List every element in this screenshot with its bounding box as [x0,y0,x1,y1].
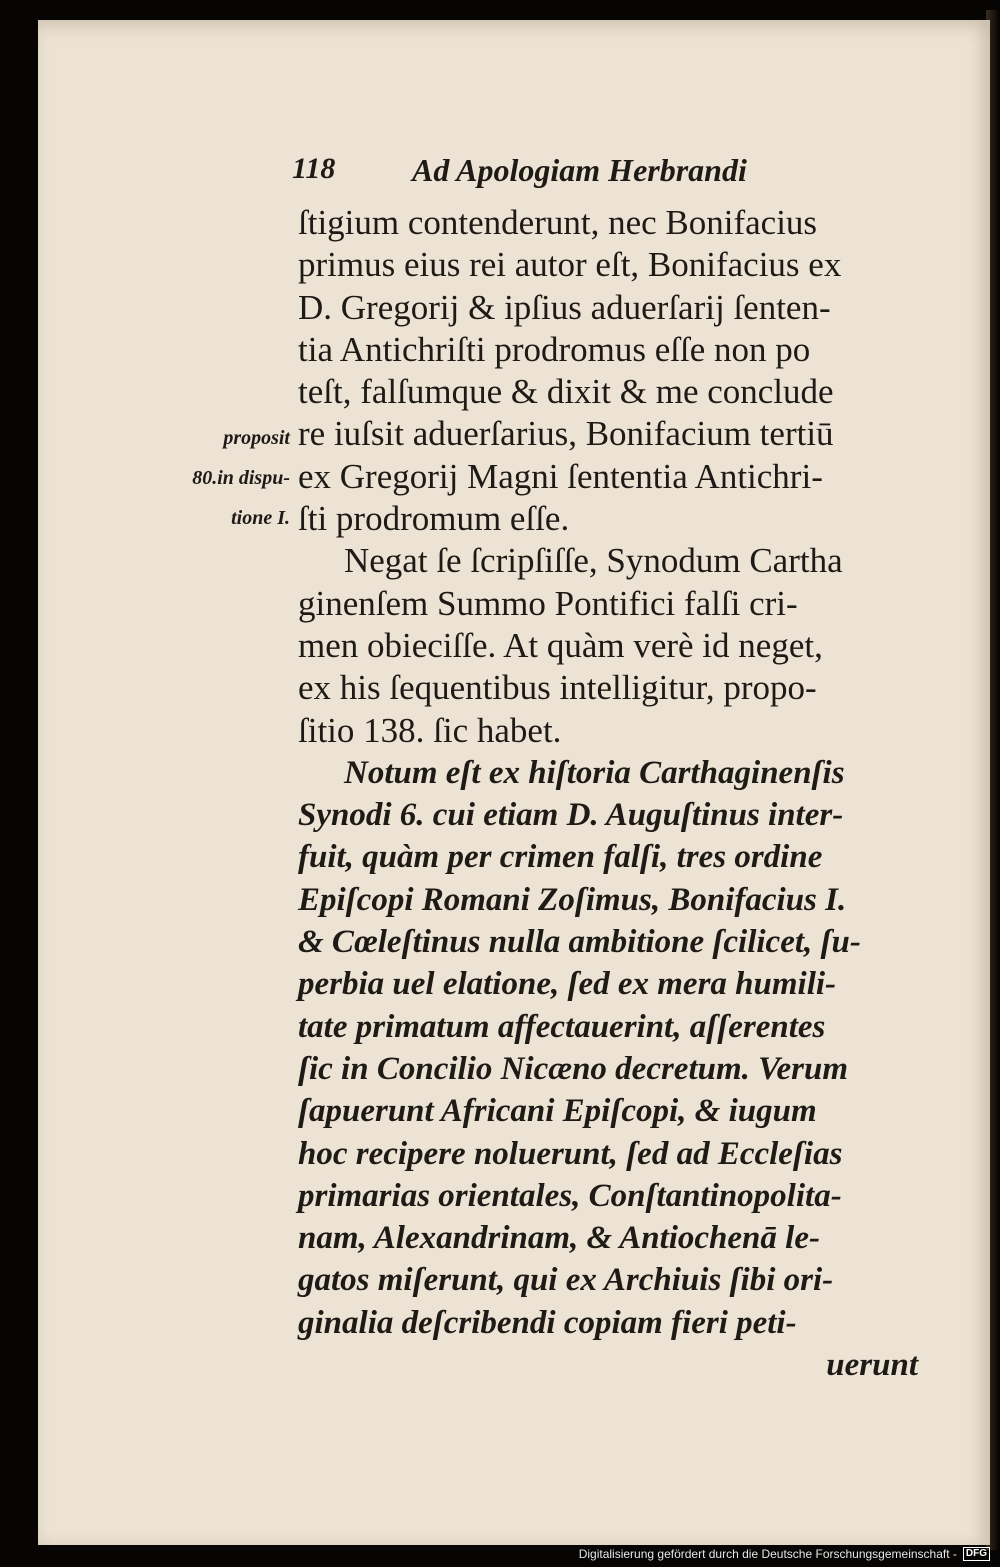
text-line: ex his ſequentibus intelligitur, propo- [298,668,817,708]
text-line: men obieciſſe. At quàm verè id neget, [298,625,823,665]
text-line: ſti prodromum eſſe. [298,499,570,539]
text-line: ſitio 138. ſic habet. [298,710,562,750]
marginal-note [140,418,290,538]
text-line: Synodi 6. cui etiam D. Auguſtinus inter- [298,797,844,834]
text-line: Epiſcopi Romani Zoſimus, Bonifacius I. [298,881,847,918]
catchword: uerunt [826,1347,918,1384]
text-line: nam, Alexandrinam, & Antiochenā le- [298,1220,820,1257]
running-title: Ad Apologiam Herbrandi [412,152,747,188]
text-line: primus eius rei autor eſt, Bonifacius ex [298,245,842,285]
text-line: fuit, quàm per crimen falſi, tres ordine [298,839,823,876]
digitization-credit [579,1545,990,1563]
text-line: Notum eſt ex hiſtoria Carthaginenſis [344,754,845,791]
text-line: ginalia deſcribendi copiam fieri peti- [298,1304,797,1341]
text-line: D. Gregorij & ipſius aduerſarij ſenten- [298,287,831,327]
text-line: teſt, falſumque & dixit & me conclude [298,372,834,412]
marginal-note-line: 80.in dispu- [192,467,290,489]
text-line: ginenſem Summo Pontifici falſi cri- [298,583,798,623]
text-line: primarias orientales, Conſtantinopolita- [298,1177,842,1214]
text-line: hoc recipere noluerunt, ſed ad Eccleſias [298,1135,843,1172]
text-line: ſic in Concilio Nicæno decretum. Verum [298,1050,849,1087]
text-line: ſapuerunt Africani Epiſcopi, & iugum [298,1093,817,1130]
text-line: Negat ſe ſcripſiſſe, Synodum Cartha [344,541,843,581]
text-line: tate primatum affectauerint, aſſerentes [298,1008,826,1045]
running-head [292,152,852,196]
text-line: re iuſsit aduerſarius, Bonifacium tertiū [298,414,834,454]
page-number: 118 [292,152,336,185]
text-line: tia Antichriſti prodromus eſſe non po [298,329,811,369]
text-line: & Cœleſtinus nulla ambitione ſcilicet, ſu- [298,924,861,961]
text-line: ſtigium contenderunt, nec Bonifacius [298,203,818,242]
credit-text: Digitalisierung gefördert durch die Deutsche Forschungsgemeinschaft - [578,1547,957,1561]
body-text [298,202,928,1386]
dfg-logo: DFG [963,1547,990,1561]
text-line: perbia uel elatione, ſed ex mera humili- [298,966,837,1003]
text-line: ex Gregorij Magni ſententia Antichri- [298,456,823,496]
marginal-note-line: proposit [223,427,290,449]
text-line: gatos miſerunt, qui ex Archiuis ſibi ori- [298,1262,834,1299]
marginal-note-line: tione I. [231,507,290,529]
